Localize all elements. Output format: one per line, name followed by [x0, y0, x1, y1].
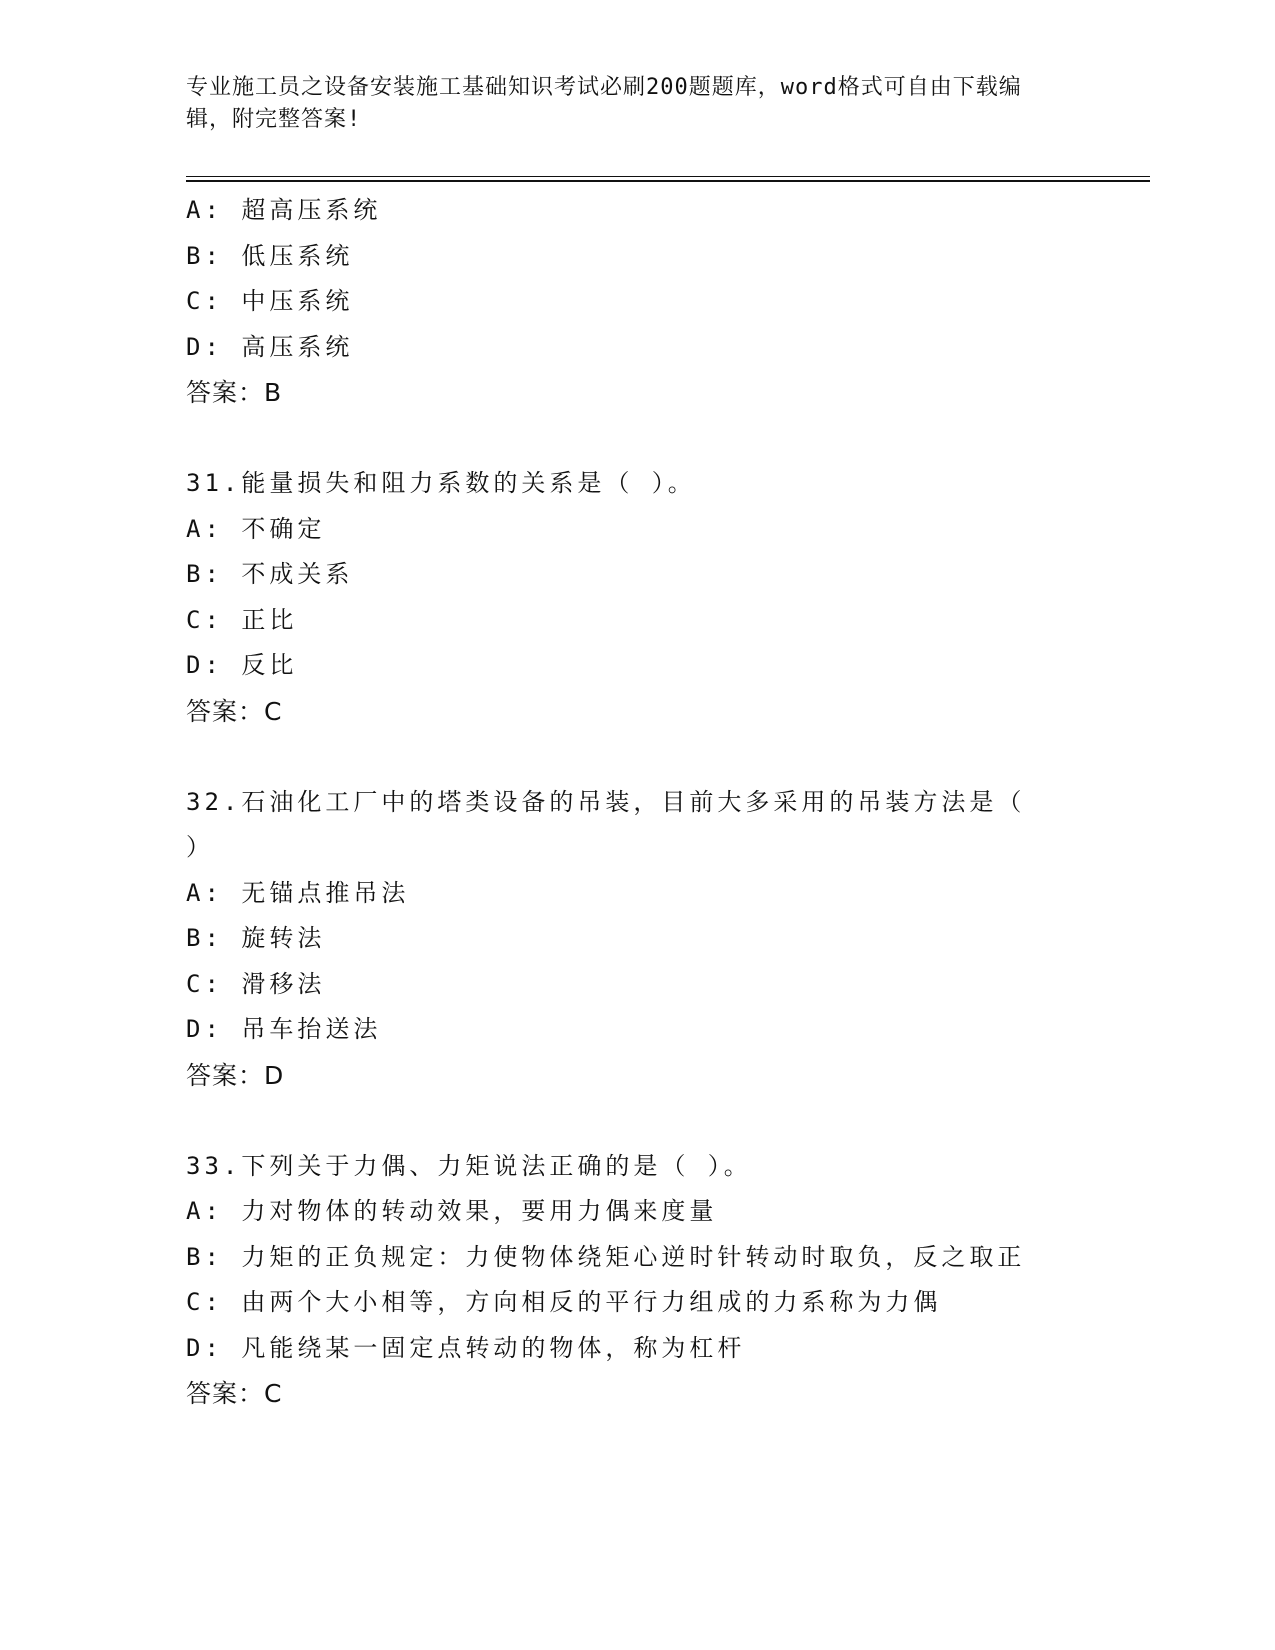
question-text: 32.石油化工厂中的塔类设备的吊装，目前大多采用的吊装方法是（	[186, 787, 1026, 816]
question-text: 31.能量损失和阻力系数的关系是（ ）。	[186, 469, 696, 497]
spacer	[186, 734, 1126, 780]
question-block-32	[186, 780, 1126, 1099]
option-c: C: 滑移法	[186, 969, 326, 998]
header-double-rule	[186, 176, 1150, 182]
answer-line: 答案：C	[186, 696, 283, 726]
option-a: A: 无锚点推吊法	[186, 878, 410, 907]
question-block-prev	[186, 188, 1126, 416]
option-d: D: 吊车抬送法	[186, 1015, 382, 1043]
question-text-continued: ）	[186, 833, 214, 861]
option-d: D: 凡能绕某一固定点转动的物体，称为杠杆	[186, 1333, 746, 1362]
question-text: 33.下列关于力偶、力矩说法正确的是（ ）。	[186, 1151, 752, 1180]
option-d: D: 高压系统	[186, 332, 354, 361]
spacer	[186, 1098, 1126, 1144]
option-c: C: 由两个大小相等，方向相反的平行力组成的力系称为力偶	[186, 1288, 942, 1316]
option-a: A: 超高压系统	[186, 196, 382, 224]
option-b: B: 低压系统	[186, 241, 354, 270]
question-block-33	[186, 1144, 1126, 1417]
answer-line: 答案：D	[186, 1060, 285, 1090]
answer-line: 答案：B	[186, 378, 283, 407]
question-block-31	[186, 461, 1126, 734]
option-b: B: 不成关系	[186, 560, 354, 588]
option-c: C: 中压系统	[186, 287, 354, 315]
option-c: C: 正比	[186, 605, 298, 634]
document-header-title: 专业施工员之设备安装施工基础知识考试必刷200题题库，word格式可自由下载编辑，附完整答案!	[186, 75, 1022, 132]
option-b: B: 力矩的正负规定：力使物体绕矩心逆时针转动时取负，反之取正	[186, 1242, 1026, 1271]
answer-line: 答案：C	[186, 1379, 283, 1408]
option-b: B: 旋转法	[186, 924, 326, 952]
option-d: D: 反比	[186, 651, 298, 679]
option-a: A: 不确定	[186, 514, 326, 543]
spacer	[186, 416, 1126, 462]
option-a: A: 力对物体的转动效果，要用力偶来度量	[186, 1197, 718, 1225]
question-content	[186, 188, 1126, 1417]
